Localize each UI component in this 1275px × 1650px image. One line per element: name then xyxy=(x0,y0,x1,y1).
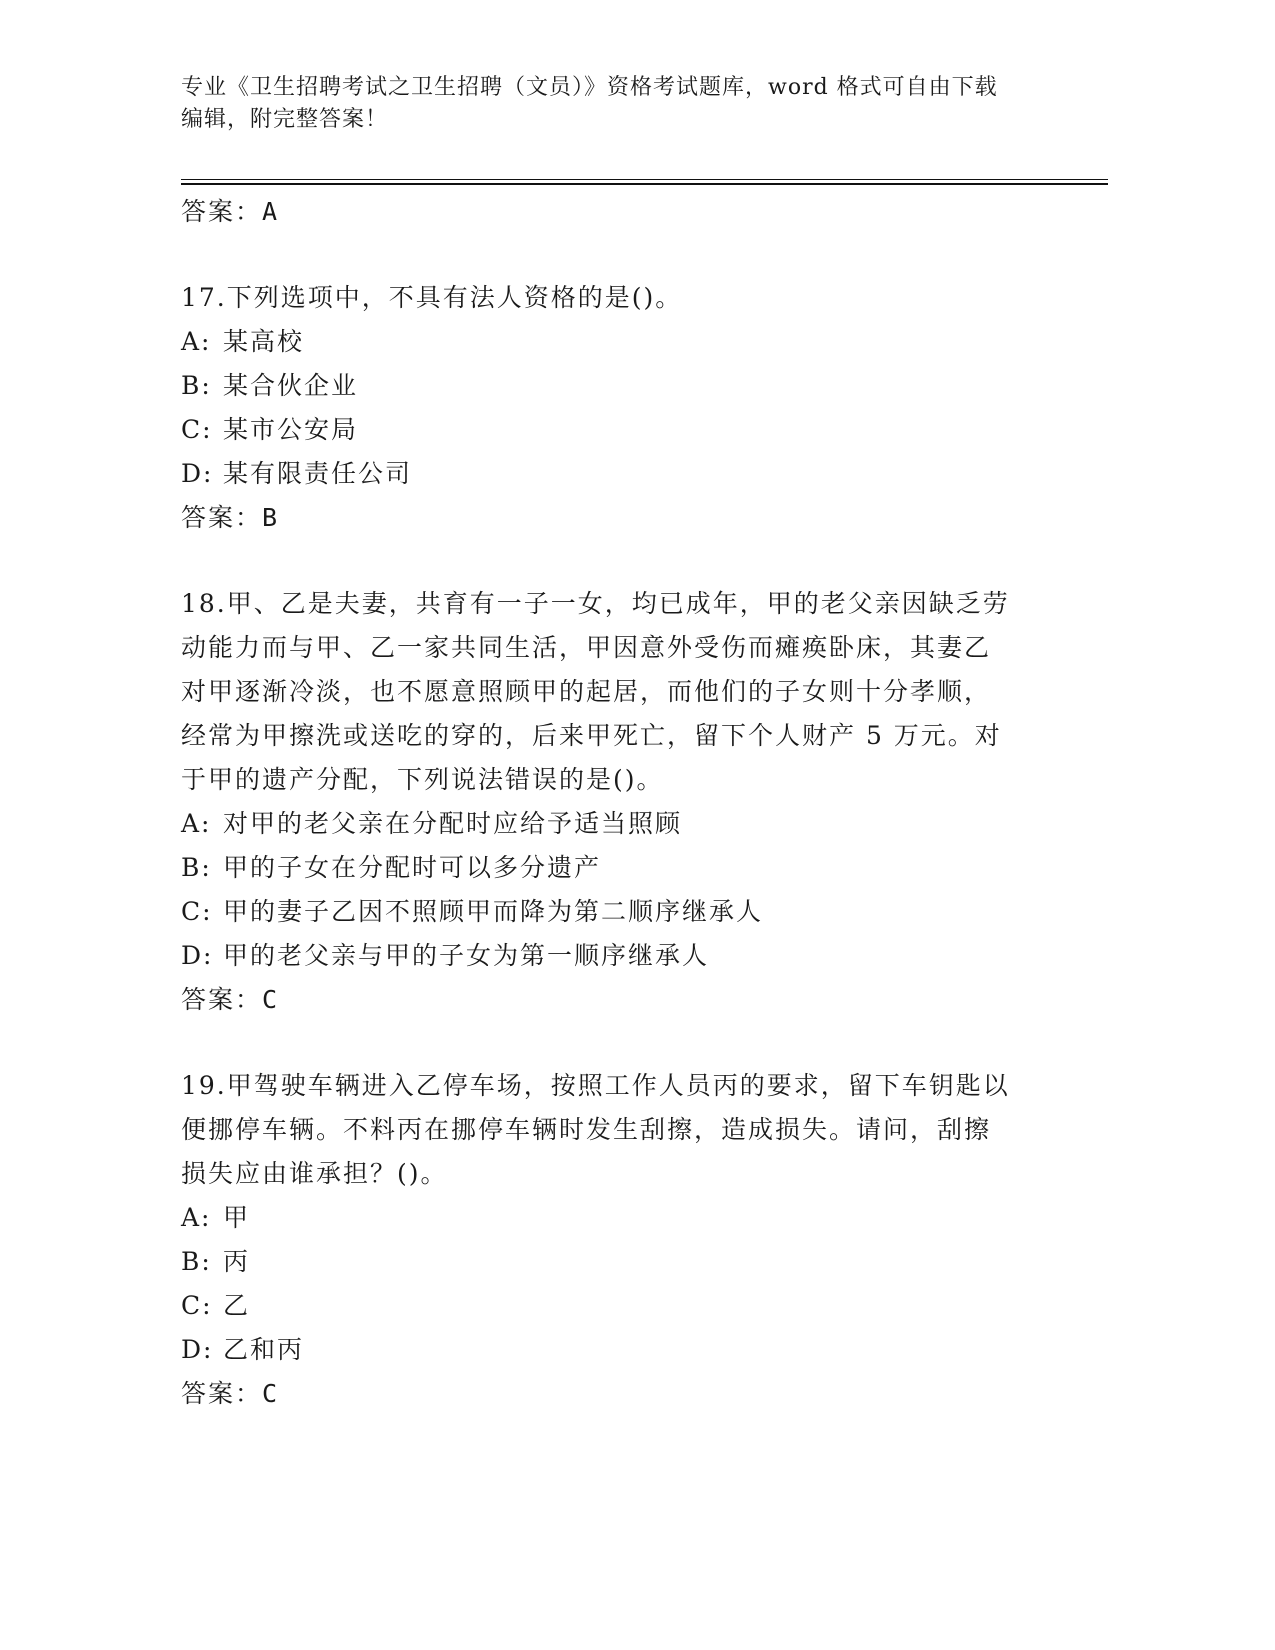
option-item xyxy=(181,1284,1081,1328)
option-letter: C: xyxy=(181,415,213,444)
option-letter: D: xyxy=(181,1335,214,1364)
option-item xyxy=(181,452,1081,496)
option-letter: C: xyxy=(181,897,213,926)
question-block xyxy=(181,582,1081,802)
option-text: 甲 xyxy=(223,1203,251,1232)
question-text-line: 17.下列选项中，不具有法人资格的是()。 xyxy=(181,283,683,312)
option-item xyxy=(181,364,1081,408)
answer-line: 答案：C xyxy=(181,985,280,1014)
option-item xyxy=(181,1240,1081,1284)
question-text-line: 对甲逐渐冷淡，也不愿意照顾甲的起居，而他们的子女则十分孝顺， xyxy=(181,677,992,706)
option-letter: B: xyxy=(181,1247,212,1276)
question-block xyxy=(181,1064,1081,1196)
header-divider-thin xyxy=(181,179,1108,180)
option-text: 乙 xyxy=(223,1291,251,1320)
option-text: 某有限责任公司 xyxy=(223,459,413,488)
option-text: 对甲的老父亲在分配时应给予适当照顾 xyxy=(223,809,683,838)
option-letter: A: xyxy=(181,1203,212,1232)
question-text-line: 动能力而与甲、乙一家共同生活，甲因意外受伤而瘫痪卧床，其妻乙 xyxy=(181,633,992,662)
option-item xyxy=(181,1328,1081,1372)
option-item xyxy=(181,802,1081,846)
answer-line: 答案：B xyxy=(181,503,280,532)
document-header xyxy=(181,72,1061,136)
option-item xyxy=(181,934,1081,978)
option-letter: B: xyxy=(181,853,212,882)
question-list xyxy=(181,190,1081,1416)
option-text: 甲的妻子乙因不照顾甲而降为第二顺序继承人 xyxy=(223,897,764,926)
question-text-line: 经常为甲擦洗或送吃的穿的，后来甲死亡，留下个人财产 5 万元。对 xyxy=(181,721,1002,750)
question-text-line: 19.甲驾驶车辆进入乙停车场，按照工作人员丙的要求，留下车钥匙以 xyxy=(181,1071,1010,1100)
option-letter: B: xyxy=(181,371,212,400)
option-text: 某高校 xyxy=(223,327,305,356)
option-text: 甲的老父亲与甲的子女为第一顺序继承人 xyxy=(223,941,710,970)
answer-line: 答案：A xyxy=(181,197,280,226)
option-text: 某市公安局 xyxy=(223,415,359,444)
option-item xyxy=(181,408,1081,452)
option-text: 乙和丙 xyxy=(223,1335,305,1364)
option-letter: D: xyxy=(181,459,214,488)
option-item xyxy=(181,1196,1081,1240)
option-letter: A: xyxy=(181,327,212,356)
header-line-2: 编辑，附完整答案！ xyxy=(181,107,389,132)
option-text: 丙 xyxy=(223,1247,251,1276)
answer-line: 答案：C xyxy=(181,1379,280,1408)
option-letter: D: xyxy=(181,941,214,970)
option-item xyxy=(181,320,1081,364)
header-divider-thick xyxy=(181,183,1108,185)
question-text-line: 18.甲、乙是夫妻，共育有一子一女，均已成年，甲的老父亲因缺乏劳 xyxy=(181,589,1010,618)
question-text-line: 于甲的遗产分配，下列说法错误的是()。 xyxy=(181,765,664,794)
question-text-line: 损失应由谁承担？()。 xyxy=(181,1159,448,1188)
option-letter: C: xyxy=(181,1291,213,1320)
option-item xyxy=(181,890,1081,934)
option-text: 甲的子女在分配时可以多分遗产 xyxy=(223,853,602,882)
option-text: 某合伙企业 xyxy=(223,371,359,400)
header-line-1: 专业《卫生招聘考试之卫生招聘（文员）》资格考试题库，word 格式可自由下载 xyxy=(181,75,998,100)
question-text-line: 便挪停车辆。不料丙在挪停车辆时发生刮擦，造成损失。请问，刮擦 xyxy=(181,1115,992,1144)
question-block xyxy=(181,276,1081,320)
option-letter: A: xyxy=(181,809,212,838)
option-item xyxy=(181,846,1081,890)
